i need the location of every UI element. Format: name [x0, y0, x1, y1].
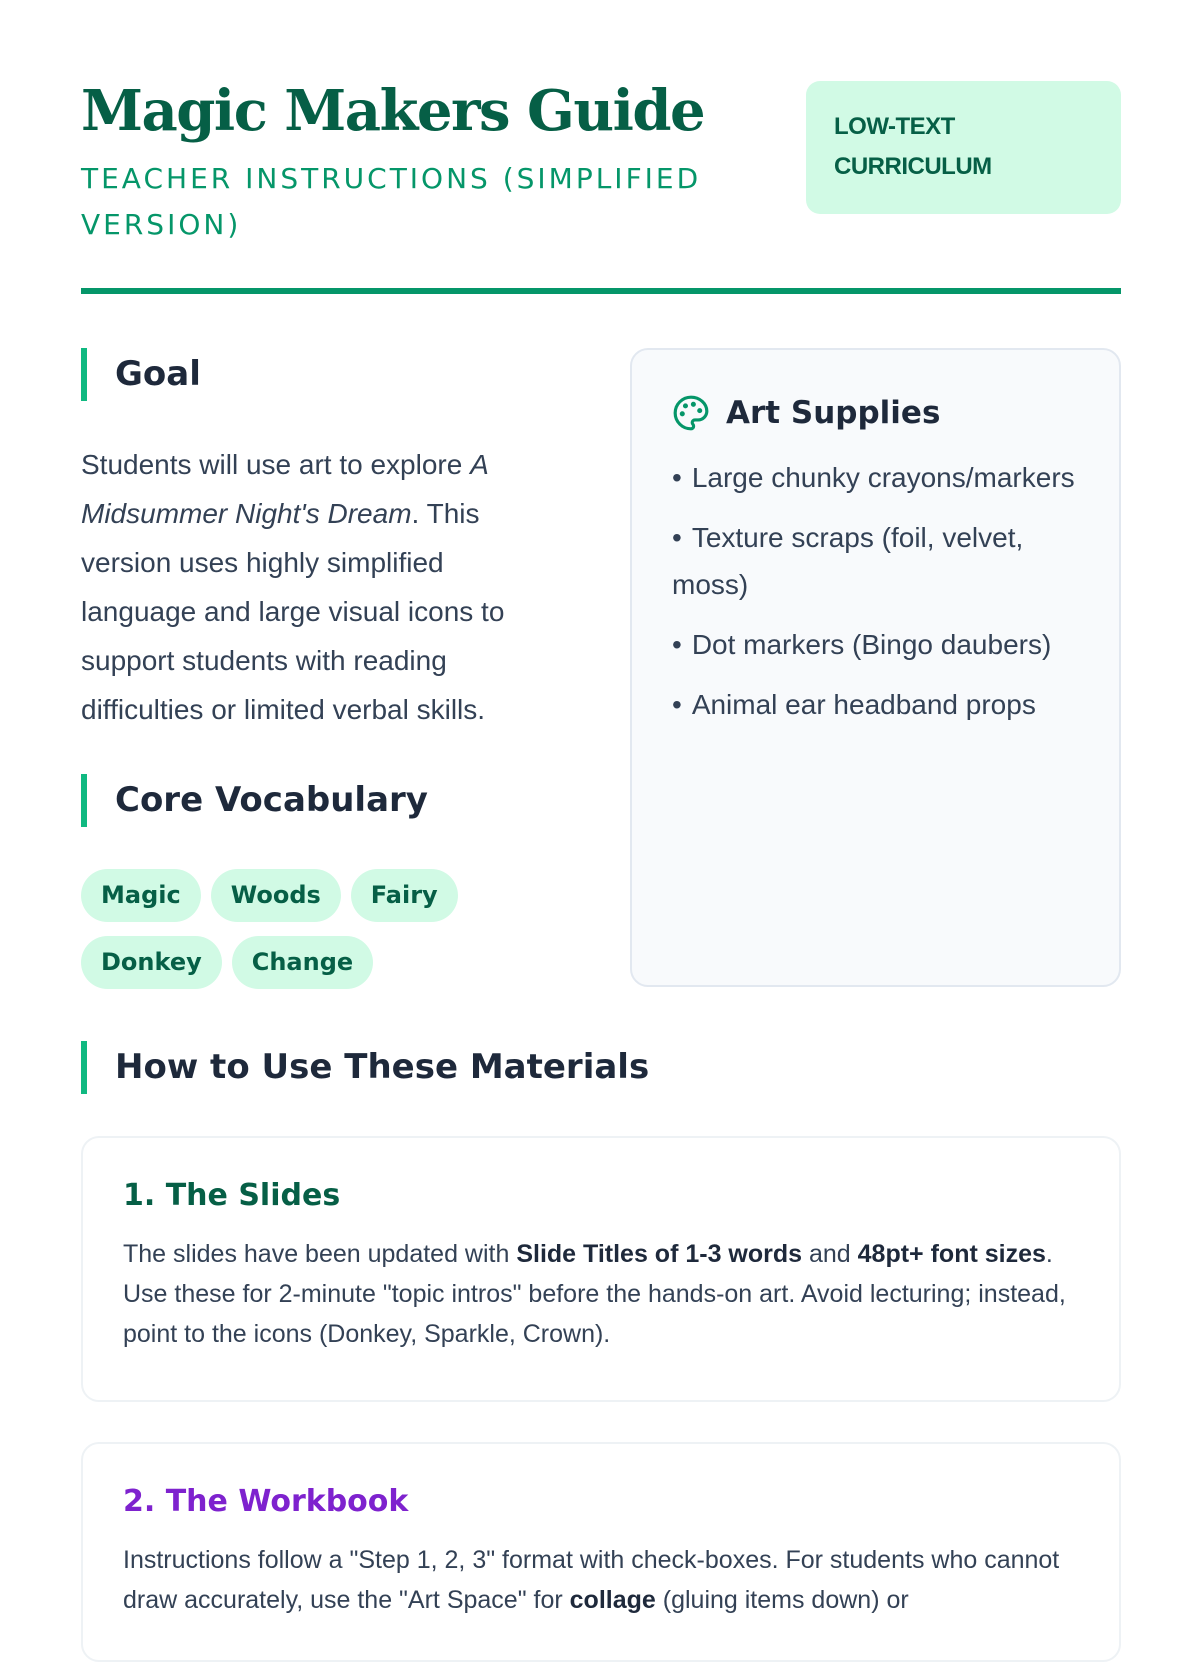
step-text: and	[802, 1240, 858, 1268]
guide-page	[81, 0, 1121, 1614]
step-text-bold: Slide Titles of 1-3 words	[516, 1240, 803, 1268]
step-body	[123, 1540, 1079, 1620]
bullet: •	[672, 629, 682, 660]
supply-item	[672, 621, 1079, 668]
supply-item	[672, 514, 1079, 608]
page-header	[81, 0, 1121, 294]
play-title: A Midsummer Night's Dream	[81, 449, 488, 529]
goal-heading: Goal	[81, 348, 201, 401]
vocabulary-heading: Core Vocabulary	[81, 774, 428, 827]
step-text: Instructions follow a "Step 1, 2, 3" format with check-boxes. For students who cannot draw accurately, use the "Art Space" for	[123, 1546, 1060, 1614]
step-text-bold: 48pt+ font sizes	[857, 1240, 1046, 1268]
bullet: •	[672, 462, 682, 493]
supply-item	[672, 454, 1079, 501]
step-title: 2. The Workbook	[123, 1484, 409, 1519]
supply-item-label: Large chunky crayons/markers	[691, 462, 1075, 493]
vocab-chip: Magic	[81, 869, 201, 922]
step-body	[123, 1234, 1079, 1354]
goal-text-start: Students will use art to explore	[81, 449, 471, 480]
vocab-chip: Change	[232, 936, 373, 989]
supply-list	[672, 454, 1079, 728]
supply-item-label: Dot markers (Bingo daubers)	[691, 629, 1052, 660]
art-supplies-card	[630, 348, 1121, 987]
step-text: The slides have been updated with	[123, 1240, 517, 1268]
howto-heading: How to Use These Materials	[81, 1041, 649, 1094]
goal-text	[81, 440, 551, 734]
step-title: 1. The Slides	[123, 1178, 341, 1213]
header-divider	[81, 288, 1121, 294]
vocab-chip: Woods	[211, 869, 341, 922]
step-card-workbook	[81, 1442, 1121, 1662]
vocabulary-chips	[81, 869, 501, 1003]
step-text: . Use these for 2-minute "topic intros" before the hands-on art. Avoid lecturing; instead, point to the icons (Donkey, Sparkle, Crown).	[123, 1240, 1066, 1348]
page-title: Magic Makers Guide	[81, 78, 705, 144]
page-subtitle: TEACHER INSTRUCTIONS (SIMPLIFIED VERSION)	[81, 162, 702, 241]
palette-icon	[672, 394, 710, 432]
vocab-chip: Donkey	[81, 936, 222, 989]
supply-item-label: Animal ear headband props	[691, 689, 1036, 720]
supply-item-label: Texture scraps (foil, velvet, moss)	[672, 522, 1024, 600]
art-supplies-header	[672, 390, 1079, 436]
step-text-bold: collage	[569, 1586, 656, 1614]
badge-line: LOW-TEXT	[834, 113, 955, 140]
supply-item	[672, 681, 1079, 728]
badge-line: CURRICULUM	[834, 153, 992, 180]
bullet: •	[672, 522, 682, 553]
art-supplies-title: Art Supplies	[726, 395, 941, 431]
curriculum-badge	[806, 81, 1121, 214]
bullet: •	[672, 689, 682, 720]
goal-text-end: . This version uses highly simplified language and large visual icons to support students with reading difficulties or limited verbal skills.	[81, 498, 505, 725]
vocab-chip: Fairy	[351, 869, 458, 922]
step-text: (gluing items down) or	[655, 1586, 909, 1614]
step-card-slides	[81, 1136, 1121, 1402]
